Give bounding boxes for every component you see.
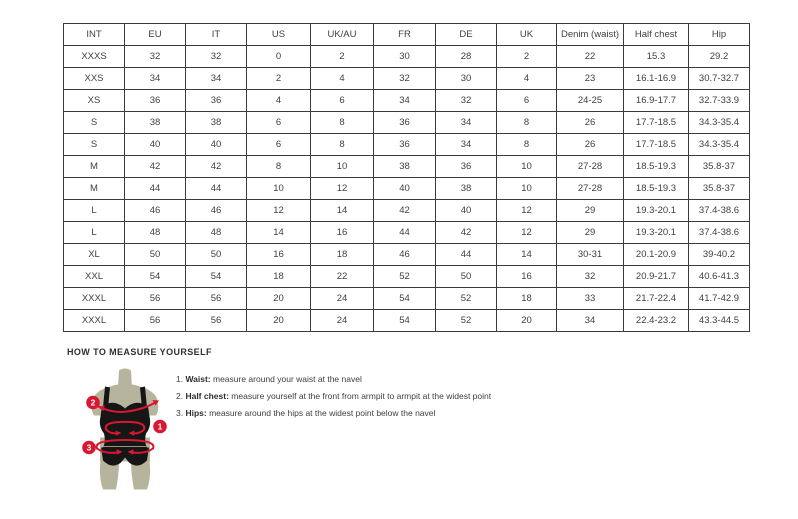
- size-cell: 44: [374, 222, 436, 244]
- size-chart-head: [64, 24, 750, 46]
- size-cell: 2: [311, 46, 374, 68]
- size-cell: 8: [311, 112, 374, 134]
- size-cell: 14: [247, 222, 311, 244]
- size-cell: S: [64, 134, 125, 156]
- size-cell: XXS: [64, 68, 125, 90]
- size-cell: 26: [557, 134, 624, 156]
- size-cell: 10: [247, 178, 311, 200]
- size-cell: 17.7-18.5: [624, 134, 689, 156]
- size-cell: 44: [436, 244, 497, 266]
- column-header: US: [247, 24, 311, 46]
- size-cell: 34: [374, 90, 436, 112]
- size-cell: 18: [311, 244, 374, 266]
- measure-step: 2. Half chest: measure yourself at the front from armpit to armpit at the widest point: [176, 391, 492, 401]
- size-cell: 38: [374, 156, 436, 178]
- size-cell: 18: [247, 266, 311, 288]
- header-row: [64, 24, 750, 46]
- table-row: [64, 266, 750, 288]
- measure-step-label: Hips:: [185, 408, 207, 418]
- size-cell: 30.7-32.7: [689, 68, 750, 90]
- size-cell: 16: [247, 244, 311, 266]
- column-header: UK: [497, 24, 557, 46]
- size-cell: 24: [311, 288, 374, 310]
- size-cell: 34: [436, 134, 497, 156]
- mannequin-illustration: [72, 367, 178, 500]
- column-header: UK/AU: [311, 24, 374, 46]
- waist-badge: [153, 420, 167, 434]
- size-cell: 38: [125, 112, 186, 134]
- size-cell: 36: [186, 90, 247, 112]
- column-header: DE: [436, 24, 497, 46]
- size-cell: 52: [436, 310, 497, 332]
- size-cell: M: [64, 156, 125, 178]
- size-cell: XL: [64, 244, 125, 266]
- size-cell: 16: [311, 222, 374, 244]
- size-cell: L: [64, 200, 125, 222]
- size-cell: 26: [557, 112, 624, 134]
- size-cell: 20: [497, 310, 557, 332]
- size-cell: 22: [311, 266, 374, 288]
- size-cell: 29.2: [689, 46, 750, 68]
- size-cell: 38: [436, 178, 497, 200]
- size-cell: 27-28: [557, 156, 624, 178]
- size-cell: 52: [436, 288, 497, 310]
- size-cell: 41.7-42.9: [689, 288, 750, 310]
- size-cell: 56: [186, 288, 247, 310]
- size-cell: 42: [436, 222, 497, 244]
- size-cell: 40: [436, 200, 497, 222]
- chest-badge: [86, 396, 100, 410]
- size-cell: 17.7-18.5: [624, 112, 689, 134]
- size-cell: 50: [125, 244, 186, 266]
- table-row: [64, 46, 750, 68]
- size-cell: 18.5-19.3: [624, 156, 689, 178]
- table-row: [64, 134, 750, 156]
- size-cell: 27-28: [557, 178, 624, 200]
- size-cell: 54: [125, 266, 186, 288]
- size-cell: 6: [311, 90, 374, 112]
- size-cell: XS: [64, 90, 125, 112]
- size-cell: 16.1-16.9: [624, 68, 689, 90]
- size-cell: 2: [497, 46, 557, 68]
- size-cell: 38: [186, 112, 247, 134]
- size-cell: 20.1-20.9: [624, 244, 689, 266]
- size-cell: 33: [557, 288, 624, 310]
- size-cell: 10: [497, 178, 557, 200]
- size-cell: 40.6-41.3: [689, 266, 750, 288]
- size-cell: 2: [247, 68, 311, 90]
- size-cell: 39-40.2: [689, 244, 750, 266]
- size-cell: 42: [125, 156, 186, 178]
- measure-steps: [176, 371, 491, 422]
- size-cell: 44: [125, 178, 186, 200]
- size-cell: 32: [186, 46, 247, 68]
- size-cell: 6: [497, 90, 557, 112]
- size-cell: M: [64, 178, 125, 200]
- size-cell: 29: [557, 222, 624, 244]
- size-cell: 54: [374, 310, 436, 332]
- table-row: [64, 222, 750, 244]
- waist-badge-number: 1: [157, 421, 163, 432]
- size-cell: 6: [247, 134, 311, 156]
- size-cell: 16: [497, 266, 557, 288]
- size-cell: 20: [247, 310, 311, 332]
- size-cell: 30: [374, 46, 436, 68]
- size-cell: 36: [374, 112, 436, 134]
- size-cell: 20: [247, 288, 311, 310]
- size-cell: 32: [125, 46, 186, 68]
- size-cell: 40: [125, 134, 186, 156]
- table-row: [64, 156, 750, 178]
- size-cell: 48: [186, 222, 247, 244]
- measure-step-label: Half chest:: [185, 391, 229, 401]
- swimsuit-bottom: [101, 447, 149, 466]
- size-cell: 32: [436, 90, 497, 112]
- size-cell: 10: [497, 156, 557, 178]
- size-cell: 34.3-35.4: [689, 134, 750, 156]
- size-cell: 32: [374, 68, 436, 90]
- table-row: [64, 244, 750, 266]
- size-cell: 42: [186, 156, 247, 178]
- size-cell: 12: [247, 200, 311, 222]
- size-cell: 54: [186, 266, 247, 288]
- size-cell: 34.3-35.4: [689, 112, 750, 134]
- size-cell: 29: [557, 200, 624, 222]
- size-cell: 4: [311, 68, 374, 90]
- size-cell: 36: [374, 134, 436, 156]
- size-cell: 56: [125, 310, 186, 332]
- size-cell: 40: [374, 178, 436, 200]
- hip-badge: [82, 441, 96, 455]
- size-cell: 56: [125, 288, 186, 310]
- size-cell: 32.7-33.9: [689, 90, 750, 112]
- size-cell: 37.4-38.6: [689, 222, 750, 244]
- size-cell: L: [64, 222, 125, 244]
- size-cell: 32: [557, 266, 624, 288]
- size-cell: 46: [186, 200, 247, 222]
- size-cell: 36: [436, 156, 497, 178]
- size-cell: 22.4-23.2: [624, 310, 689, 332]
- size-cell: 35.8-37: [689, 178, 750, 200]
- size-cell: 0: [247, 46, 311, 68]
- size-cell: 43.3-44.5: [689, 310, 750, 332]
- size-cell: 56: [186, 310, 247, 332]
- size-cell: 8: [311, 134, 374, 156]
- table-row: [64, 200, 750, 222]
- size-cell: XXXL: [64, 310, 125, 332]
- column-header: Hip: [689, 24, 750, 46]
- size-cell: 19.3-20.1: [624, 200, 689, 222]
- size-cell: 18: [497, 288, 557, 310]
- size-cell: 6: [247, 112, 311, 134]
- size-cell: 21.7-22.4: [624, 288, 689, 310]
- size-cell: 30-31: [557, 244, 624, 266]
- measure-step: 1. Waist: measure around your waist at the navel: [176, 374, 362, 384]
- table-row: [64, 310, 750, 332]
- size-cell: 23: [557, 68, 624, 90]
- size-cell: 34: [557, 310, 624, 332]
- size-cell: 12: [311, 178, 374, 200]
- size-cell: 24-25: [557, 90, 624, 112]
- table-row: [64, 68, 750, 90]
- hip-badge-number: 3: [86, 442, 92, 453]
- size-cell: 20.9-21.7: [624, 266, 689, 288]
- size-cell: 8: [497, 112, 557, 134]
- size-cell: 4: [497, 68, 557, 90]
- chest-badge-number: 2: [90, 397, 96, 408]
- table-row: [64, 90, 750, 112]
- column-header: INT: [64, 24, 125, 46]
- size-cell: 24: [311, 310, 374, 332]
- size-cell: 46: [125, 200, 186, 222]
- size-cell: 12: [497, 200, 557, 222]
- size-chart-table: [63, 23, 750, 332]
- size-cell: 37.4-38.6: [689, 200, 750, 222]
- size-cell: 54: [374, 288, 436, 310]
- size-cell: 42: [374, 200, 436, 222]
- size-cell: 50: [436, 266, 497, 288]
- measurement-figure: [72, 367, 178, 500]
- table-row: [64, 178, 750, 200]
- size-cell: XXXL: [64, 288, 125, 310]
- size-cell: 14: [497, 244, 557, 266]
- column-header: Denim (waist): [557, 24, 624, 46]
- size-cell: 19.3-20.1: [624, 222, 689, 244]
- size-cell: 34: [186, 68, 247, 90]
- size-cell: 34: [125, 68, 186, 90]
- size-cell: 14: [311, 200, 374, 222]
- size-cell: 50: [186, 244, 247, 266]
- size-cell: 28: [436, 46, 497, 68]
- size-cell: XXXS: [64, 46, 125, 68]
- size-cell: 35.8-37: [689, 156, 750, 178]
- size-cell: S: [64, 112, 125, 134]
- measure-step: 3. Hips: measure around the hips at the widest point below the navel: [176, 408, 436, 418]
- size-cell: 36: [125, 90, 186, 112]
- size-cell: 48: [125, 222, 186, 244]
- size-chart-body: [64, 46, 750, 332]
- column-header: Half chest: [624, 24, 689, 46]
- size-cell: 16.9-17.7: [624, 90, 689, 112]
- table-row: [64, 112, 750, 134]
- size-cell: 22: [557, 46, 624, 68]
- size-cell: 12: [497, 222, 557, 244]
- size-cell: 44: [186, 178, 247, 200]
- size-cell: XXL: [64, 266, 125, 288]
- size-cell: 15.3: [624, 46, 689, 68]
- size-cell: 40: [186, 134, 247, 156]
- size-cell: 8: [497, 134, 557, 156]
- table-row: [64, 288, 750, 310]
- size-cell: 18.5-19.3: [624, 178, 689, 200]
- size-cell: 52: [374, 266, 436, 288]
- size-cell: 4: [247, 90, 311, 112]
- size-cell: 46: [374, 244, 436, 266]
- measure-section-title: HOW TO MEASURE YOURSELF: [67, 347, 212, 357]
- size-cell: 30: [436, 68, 497, 90]
- measure-step-label: Waist:: [185, 374, 211, 384]
- size-cell: 8: [247, 156, 311, 178]
- size-cell: 34: [436, 112, 497, 134]
- column-header: FR: [374, 24, 436, 46]
- size-cell: 10: [311, 156, 374, 178]
- column-header: EU: [125, 24, 186, 46]
- column-header: IT: [186, 24, 247, 46]
